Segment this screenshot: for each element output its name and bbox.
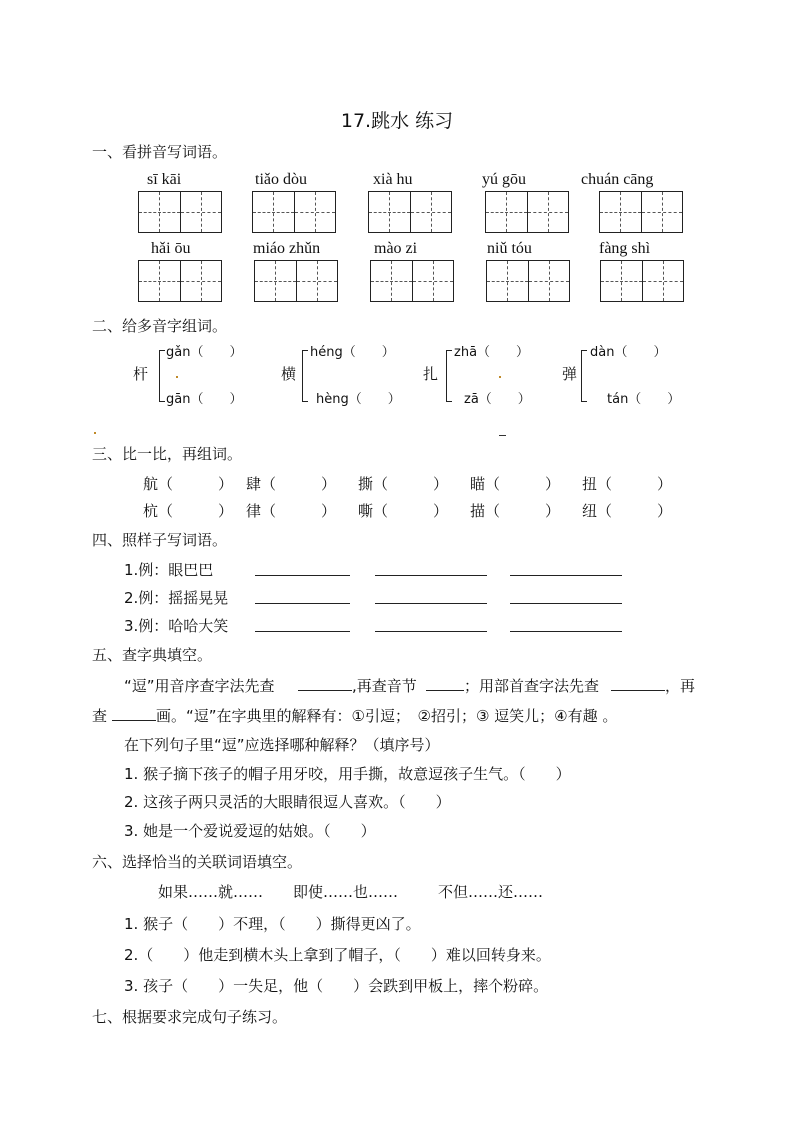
answer-blank[interactable] <box>426 690 464 691</box>
example-item: 2.例：摇摇晃晃 <box>124 589 229 607</box>
writing-grid[interactable] <box>486 260 570 302</box>
dict-text: 画。“逗”在字典里的解释有：①引逗； ②招引；③ 逗笑儿；④有趣 。 <box>156 707 618 725</box>
stray-dash <box>499 435 506 436</box>
conjunction-option: 如果……就…… <box>158 883 264 901</box>
dict-item: 2. 这孩子两只灵活的大眼睛很逗人喜欢。（ ） <box>124 793 451 811</box>
pinyin-label: mào zi <box>374 240 418 257</box>
example-item: 1.例：眼巴巴 <box>124 561 214 579</box>
reading-2: tán（ ） <box>607 392 681 407</box>
pinyin-label: xià hu <box>373 171 413 188</box>
writing-grid[interactable] <box>599 191 683 233</box>
pinyin-label: miáo zhǔn <box>253 240 321 257</box>
polyphone-char: 横 <box>281 365 297 383</box>
answer-blank[interactable] <box>510 575 622 576</box>
dict-item: 3. 她是一个爱说爱逗的姑娘。（ ） <box>124 822 376 840</box>
polyphone-char: 扎 <box>423 365 439 383</box>
conjunction-option: 即使……也…… <box>293 883 399 901</box>
section-4-heading: 四、照样子写词语。 <box>92 531 228 549</box>
compare-item: 肆（ ） <box>246 475 337 493</box>
compare-item: 航（ ） <box>143 475 234 493</box>
answer-blank[interactable] <box>510 631 622 632</box>
section-5-heading: 五、查字典填空。 <box>92 646 213 664</box>
brace <box>581 350 587 402</box>
writing-grid[interactable] <box>485 191 569 233</box>
answer-blank[interactable] <box>611 690 665 691</box>
writing-grid[interactable] <box>252 191 336 233</box>
reading-1: zhā（ ） <box>454 345 530 360</box>
compare-item: 瞄（ ） <box>470 475 561 493</box>
polyphone-char: 弹 <box>562 365 578 383</box>
reading-2: gān（ ） <box>166 392 243 407</box>
conjunction-option: 不但……还…… <box>438 883 544 901</box>
writing-grid[interactable] <box>368 191 452 233</box>
compare-item: 扭（ ） <box>582 475 673 493</box>
pinyin-label: chuán cāng <box>581 171 654 188</box>
mark-dot <box>176 376 178 378</box>
answer-blank[interactable] <box>255 603 350 604</box>
pinyin-label: sī kāi <box>147 171 182 188</box>
pinyin-label: niǔ tóu <box>487 240 532 257</box>
pinyin-label: hǎi ōu <box>151 240 191 257</box>
answer-blank[interactable] <box>375 631 487 632</box>
section-7-heading: 七、根据要求完成句子练习。 <box>92 1008 288 1026</box>
dict-question: 在下列句子里“逗”应选择哪种解释？（填序号） <box>124 736 440 754</box>
compare-item: 嘶（ ） <box>358 502 449 520</box>
pinyin-label: tiǎo dòu <box>255 171 307 188</box>
answer-blank[interactable] <box>255 631 350 632</box>
section-3-heading: 三、比一比，再组词。 <box>92 445 243 463</box>
mark-dot <box>499 376 501 378</box>
reading-1: gǎn（ ） <box>166 345 243 360</box>
page-title: 17.跳水 练习 <box>340 110 454 132</box>
writing-grid[interactable] <box>600 260 684 302</box>
reading-2: zā（ ） <box>464 392 531 407</box>
answer-blank[interactable] <box>298 690 352 691</box>
brace <box>159 350 165 402</box>
answer-blank[interactable] <box>112 720 156 721</box>
compare-item: 撕（ ） <box>358 475 449 493</box>
answer-blank[interactable] <box>510 603 622 604</box>
dict-text: “逗”用音序查字法先查 <box>124 677 275 695</box>
conjunction-item: 2.（ ）他走到横木头上拿到了帽子，（ ）难以回转身来。 <box>124 946 551 964</box>
dict-text: 查 <box>92 707 108 725</box>
mark-dot <box>94 432 96 434</box>
brace <box>446 350 452 402</box>
section-2-heading: 二、给多音字组词。 <box>92 317 228 335</box>
section-1-heading: 一、看拼音写词语。 <box>92 143 228 161</box>
conjunction-item: 3. 孩子（ ）一失足，他（ ）会跌到甲板上，摔个粉碎。 <box>124 977 549 995</box>
compare-item: 律（ ） <box>246 502 337 520</box>
dict-text: ,再查音节 <box>352 677 417 695</box>
compare-item: 纽（ ） <box>582 502 673 520</box>
conjunction-item: 1. 猴子（ ）不理，（ ）撕得更凶了。 <box>124 915 421 933</box>
answer-blank[interactable] <box>255 575 350 576</box>
pinyin-label: fàng shì <box>599 240 651 257</box>
example-item: 3.例：哈哈大笑 <box>124 617 229 635</box>
reading-2: hèng（ ） <box>316 392 401 407</box>
dict-item: 1. 猴子摘下孩子的帽子用牙咬，用手撕，故意逗孩子生气。（ ） <box>124 765 571 783</box>
answer-blank[interactable] <box>375 603 487 604</box>
reading-1: dàn（ ） <box>590 345 667 360</box>
polyphone-char: 杆 <box>133 365 149 383</box>
writing-grid[interactable] <box>254 260 338 302</box>
brace <box>302 350 308 402</box>
reading-1: héng（ ） <box>310 345 395 360</box>
compare-item: 描（ ） <box>470 502 561 520</box>
pinyin-label: yú gōu <box>482 171 526 188</box>
section-6-heading: 六、选择恰当的关联词语填空。 <box>92 853 303 871</box>
answer-blank[interactable] <box>375 575 487 576</box>
writing-grid[interactable] <box>138 191 222 233</box>
dict-text: ；用部首查字法先查 <box>464 677 600 695</box>
dict-text: ，再 <box>665 677 696 695</box>
writing-grid[interactable] <box>370 260 454 302</box>
writing-grid[interactable] <box>138 260 222 302</box>
compare-item: 杭（ ） <box>143 502 234 520</box>
